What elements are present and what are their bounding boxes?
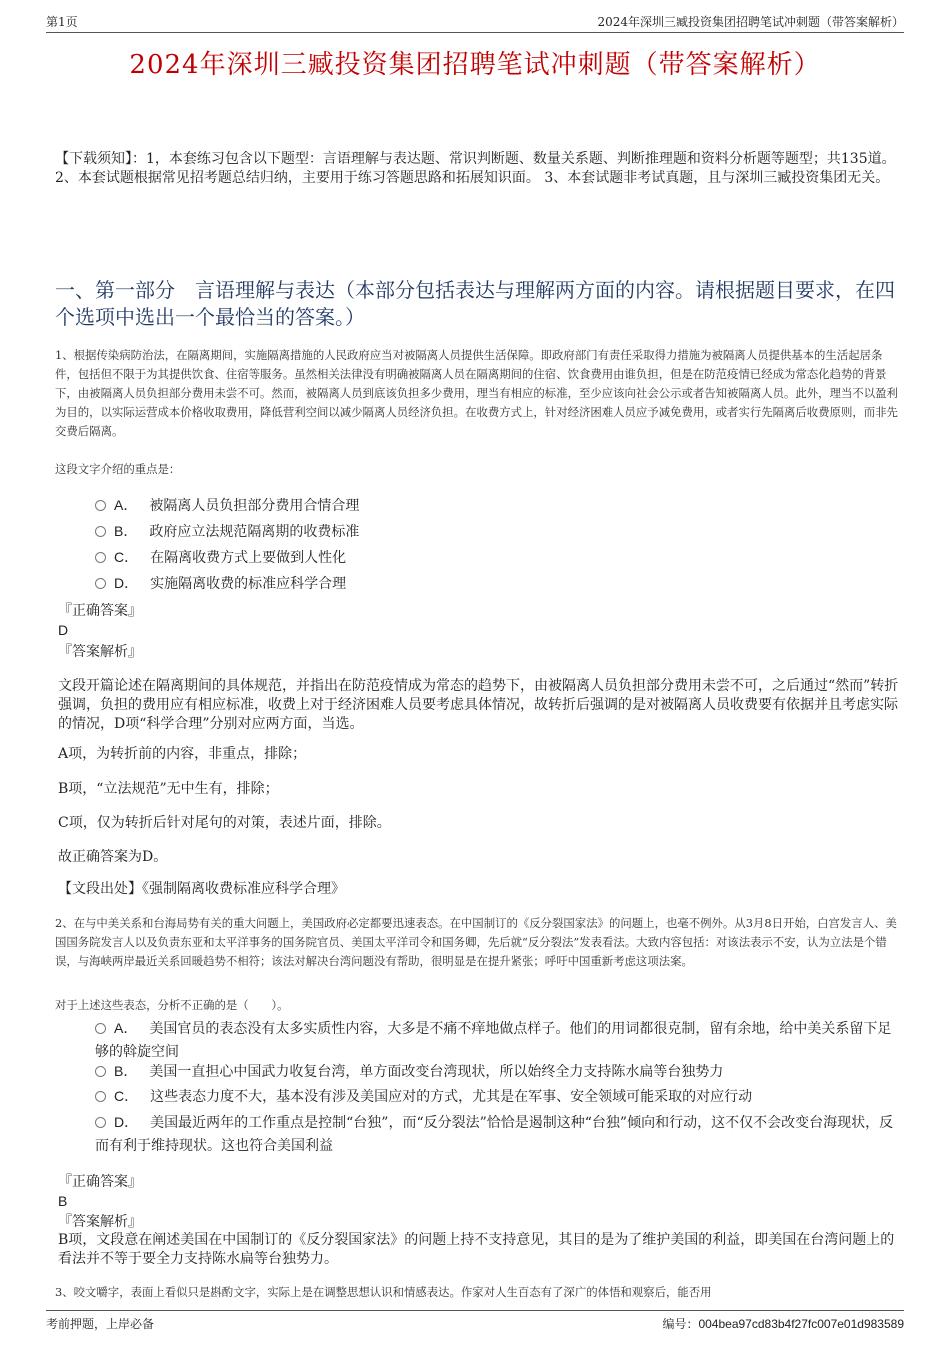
footer-slogan: 考前押题，上岸必备 bbox=[46, 1317, 155, 1331]
question-2-text: 2、在与中美关系和台海局势有关的重大问题上，美国政府必定都要迅速表态。在中国制订的《反分裂国家法》的问题上，也毫不例外。从3月8日开始，白宫发言人、美国国务院发言人以及负责东亚和太平洋事务的国务院官员、美国太平洋司令和国务卿，先后就“反分裂法”发表看法。大致内容包括：对该法表示不安，认为立法是个错误，与海峡两岸最近关系回暖趋势不相符；该法对解决台湾问题没有帮助，很明显是在提升紧张；呼吁中国重新考虑这项法案。 bbox=[55, 916, 897, 968]
analysis-paragraph: A项，为转折前的内容，非重点，排除； bbox=[58, 746, 307, 762]
correct-answer: B bbox=[58, 1193, 68, 1209]
correct-answer: D bbox=[58, 622, 69, 638]
question-3-text: 3、咬文嚼字，表面上看似只是斟酌文字，实际上是在调整思想认识和情感表达。作家对人生百态有了深广的体悟和观察后，能否用 bbox=[55, 1285, 712, 1299]
header-doc-title: 2024年深圳三臧投资集团招聘笔试冲刺题（带答案解析） bbox=[597, 15, 904, 29]
analysis-label: 『答案解析』 bbox=[58, 644, 142, 660]
page-title: 2024年深圳三臧投资集团招聘笔试冲刺题（带答案解析） bbox=[129, 50, 821, 80]
radio-icon[interactable] bbox=[95, 500, 106, 511]
analysis-paragraph: B项，“立法规范”无中生有，排除； bbox=[58, 781, 279, 797]
question-1-option-a[interactable]: A． 被隔离人员负担部分费用合情合理 bbox=[95, 494, 895, 518]
radio-icon[interactable] bbox=[95, 1023, 106, 1034]
analysis-paragraph: 故正确答案为D。 bbox=[58, 849, 168, 865]
page-footer bbox=[46, 1310, 904, 1335]
page-header bbox=[46, 10, 904, 33]
source-citation: 【文段出处】《强制隔离收费标准应科学合理》 bbox=[58, 881, 345, 897]
radio-icon[interactable] bbox=[95, 1066, 106, 1077]
question-1-prompt: 这段文字介绍的重点是： bbox=[55, 462, 181, 476]
question-2-option-a[interactable]: A． 美国官员的表态没有太多实质性内容，大多是不痛不痒地做点样子。他们的用词都很克制，留有余地，给中美关系留下足够的斡旋空间 bbox=[95, 1020, 892, 1060]
download-notice: 【下载须知】：1，本套练习包含以下题型：言语理解与表达题、常识判断题、数量关系题、判断推理题和资料分析题等题型；共135道。 2、本套试题根据常见招考题总结归纳，主要用于练习答题思路和拓展知识面。 3、本套试题非考试真题，且与深圳三臧投资集团无关。 bbox=[55, 151, 896, 186]
answer-label: 『正确答案』 bbox=[58, 603, 142, 619]
document-code: 编号：004bea97cd83b4f27fc007e01d983589 bbox=[662, 1317, 904, 1331]
question-1-option-d[interactable]: D． 实施隔离收费的标准应科学合理 bbox=[95, 572, 895, 596]
radio-icon[interactable] bbox=[95, 552, 106, 563]
analysis-paragraph: C项，仅为转折后针对尾句的对策，表述片面，排除。 bbox=[58, 815, 391, 831]
analysis-paragraph: 文段开篇论述在隔离期间的具体规范，并指出在防范疫情成为常态的趋势下，由被隔离人员负担部分费用未尝不可，之后通过“然而”转折强调，负担的费用应有相应标准，收费上对于经济困难人员要考虑具体情况，故转折后强调的是对被隔离人员收费要有依据并且考虑实际的情况，D项“科学合理”分别对应两方面，当选。 bbox=[58, 678, 899, 732]
section-heading: 一、第一部分 言语理解与表达（本部分包括表达与理解两方面的内容。请根据题目要求，在四个选项中选出一个最恰当的答案。） bbox=[55, 278, 895, 329]
radio-icon[interactable] bbox=[95, 1117, 106, 1128]
radio-icon[interactable] bbox=[95, 1091, 106, 1102]
question-1-option-c[interactable]: C． 在隔离收费方式上要做到人性化 bbox=[95, 546, 895, 570]
question-1-option-b[interactable]: B． 政府应立法规范隔离期的收费标准 bbox=[95, 520, 895, 544]
radio-icon[interactable] bbox=[95, 578, 106, 589]
question-2-prompt: 对于上述这些表态，分析不正确的是（ ）。 bbox=[55, 998, 289, 1012]
radio-icon[interactable] bbox=[95, 526, 106, 537]
question-2-option-d[interactable]: D． 美国最近两年的工作重点是控制“台独”，而“反分裂法”恰恰是遏制这种“台独”倾向和行动，这不仅不会改变台海现状，反而有利于维持现状。这也符合美国利益 bbox=[95, 1114, 894, 1154]
question-2-option-c[interactable]: C． 这些表态力度不大，基本没有涉及美国应对的方式，尤其是在军事、安全领域可能采取的对应行动 bbox=[95, 1085, 895, 1109]
analysis-paragraph: B项，文段意在阐述美国在中国制订的《反分裂国家法》的问题上持不支持意见，其目的是为了维护美国的利益，即美国在台湾问题上的看法并不等于要全力支持陈水扁等台独势力。 bbox=[58, 1232, 895, 1267]
question-2-option-b[interactable]: B． 美国一直担心中国武力收复台湾，单方面改变台湾现状，所以始终全力支持陈水扁等台独势力 bbox=[95, 1060, 895, 1084]
answer-label: 『正确答案』 bbox=[58, 1174, 142, 1190]
page-number: 第1页 bbox=[46, 15, 78, 29]
question-1-text: 1、根据传染病防治法，在隔离期间，实施隔离措施的人民政府应当对被隔离人员提供生活保障。即政府部门有责任采取得力措施为被隔离人员提供基本的生活起居条件，包括但不限于为其提供饮食、住宿等服务。虽然相关法律没有明确被隔离人员在隔离期间的住宿、饮食费用由谁负担，但是在防范疫情已经成为常态化趋势的背景下，由被隔离人员负担部分费用未尝不可。然而，被隔离人员到底该负担多少费用，理当有相应的标准，至少应该向社会公示或者告知被隔离人员。此外，理当不以盈利为目的，以实际运营成本价格收取费用，降低营利空间以减少隔离人员经济负担。在收费方式上，针对经济困难人员应予减免费用，或者实行先隔离后收费原则，而非先交费后隔离。 bbox=[55, 348, 898, 438]
analysis-label: 『答案解析』 bbox=[58, 1214, 142, 1230]
